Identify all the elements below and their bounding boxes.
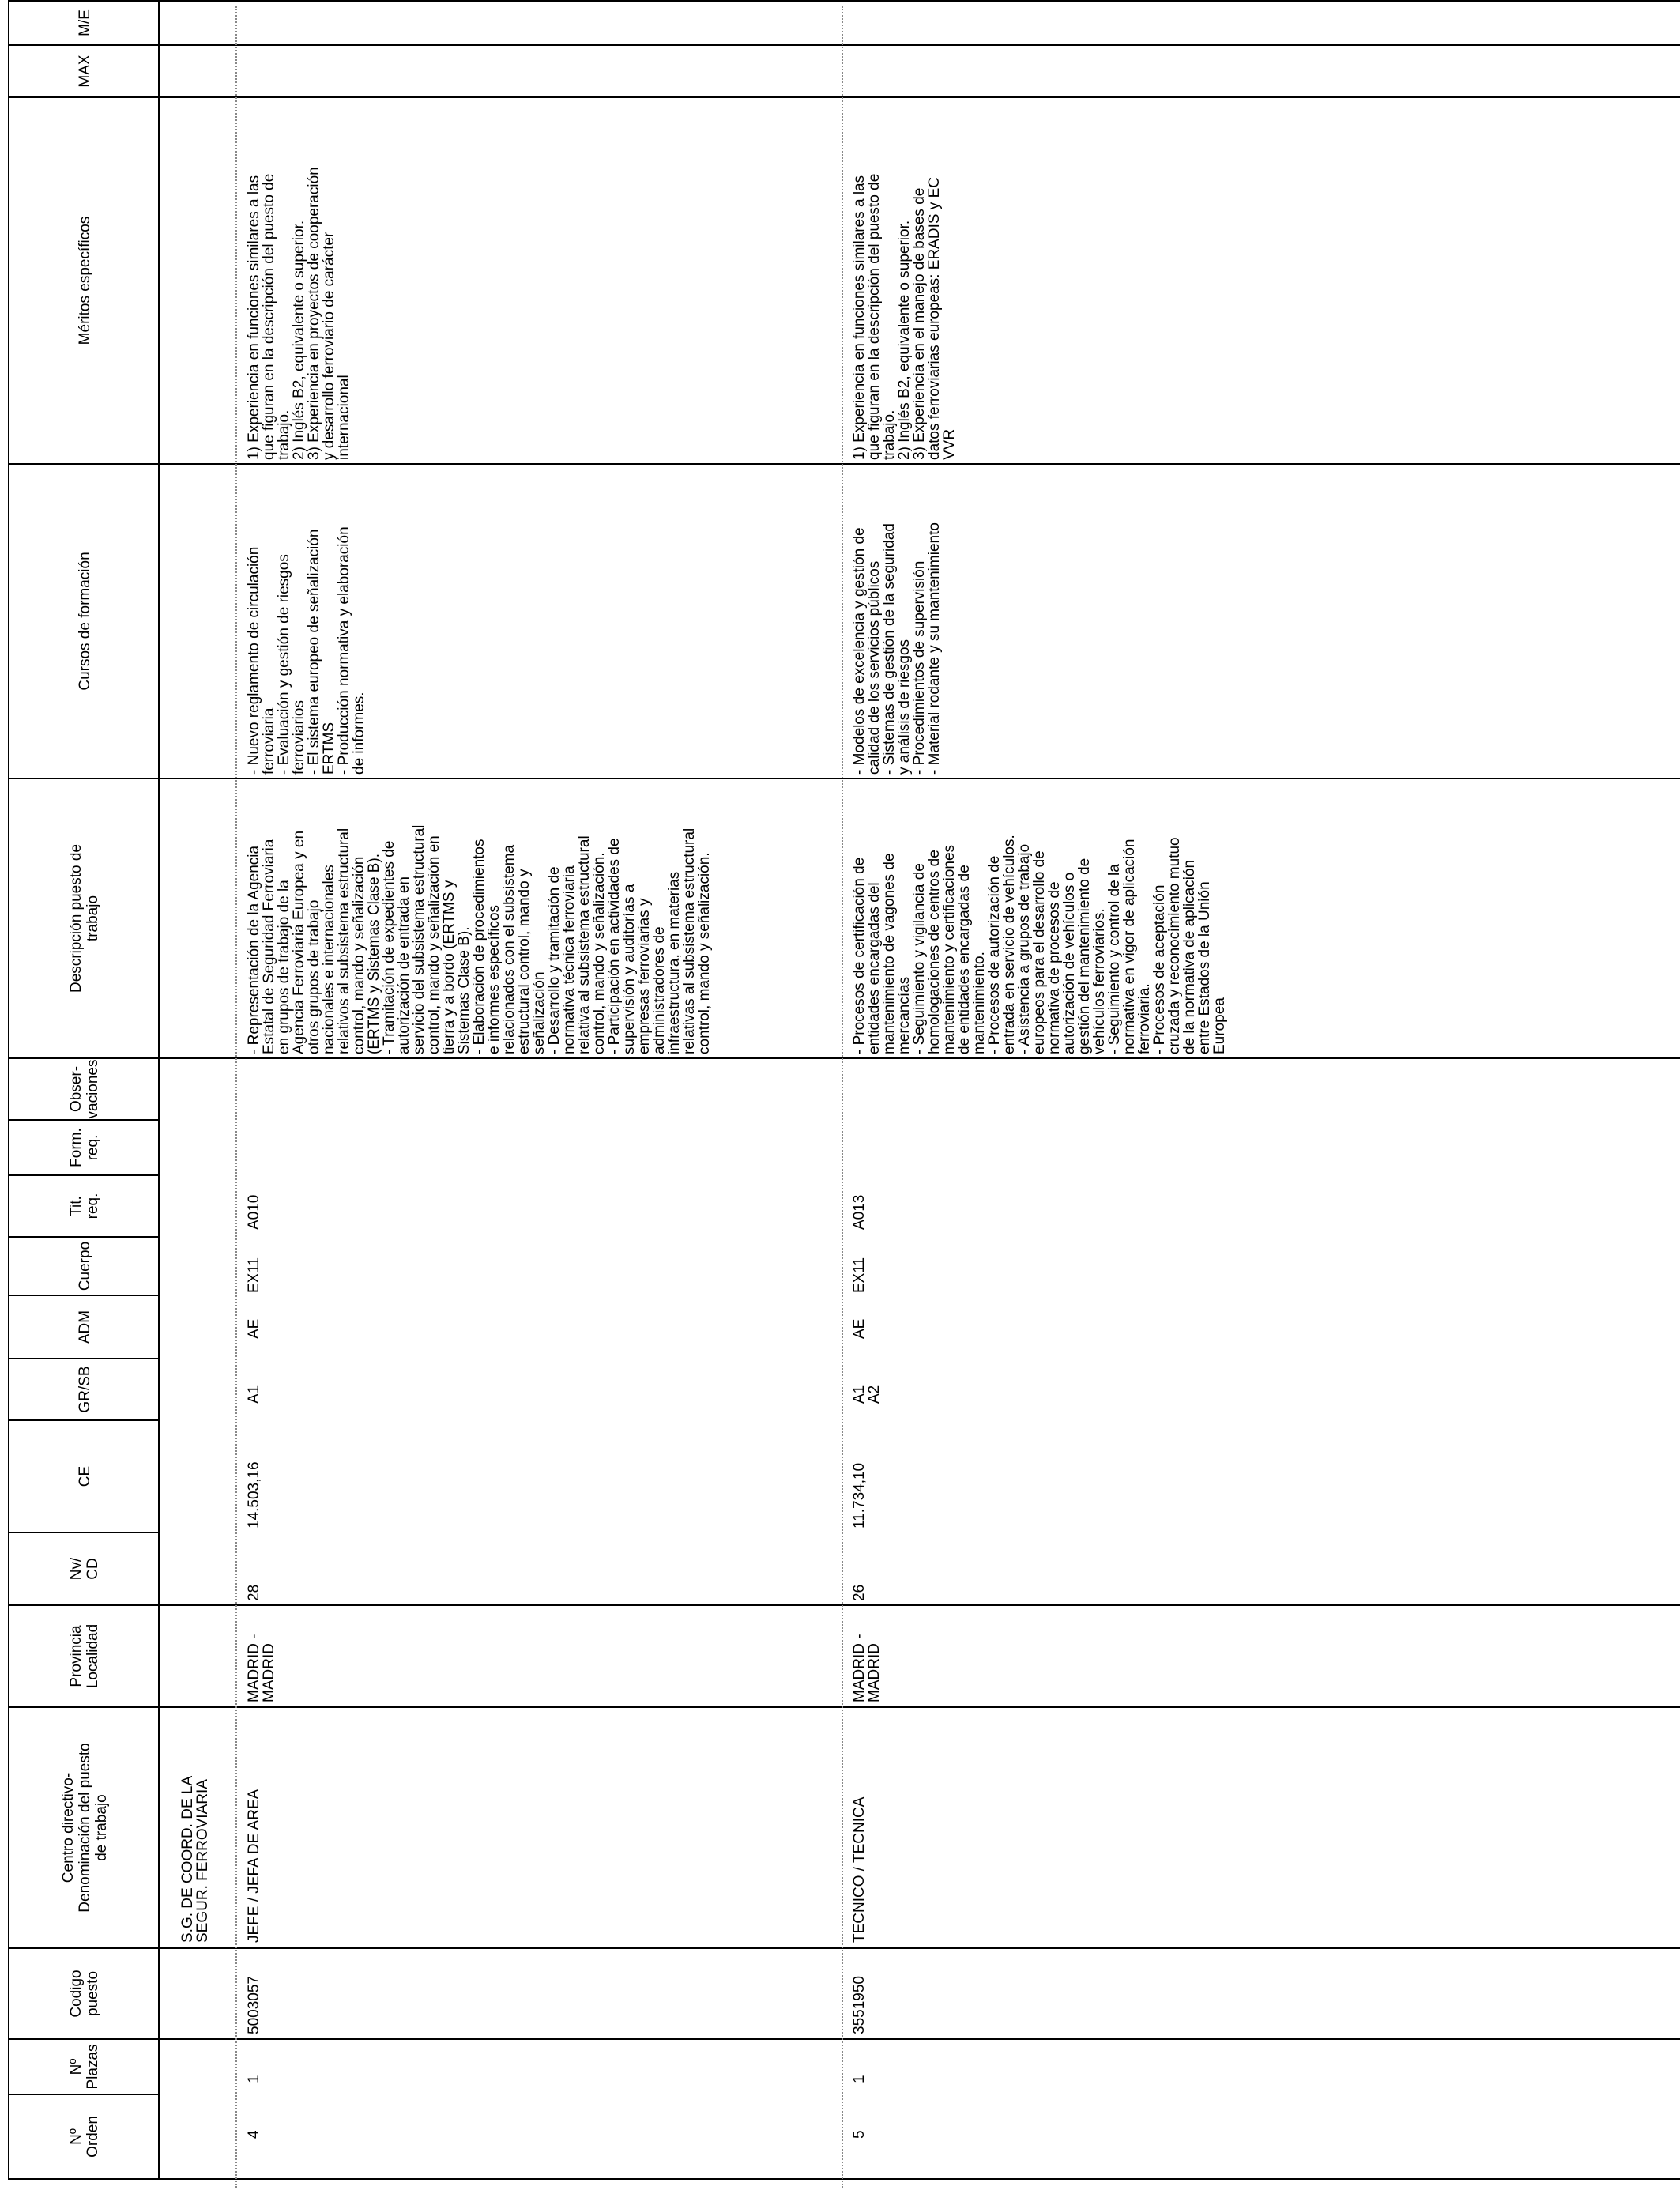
header-cuerpo: Cuerpo — [76, 1241, 93, 1291]
header-adm: ADM — [76, 1310, 93, 1344]
row-4-plazas: 1 — [246, 2075, 262, 2083]
column-divider — [8, 1604, 1680, 1606]
column-divider — [8, 44, 1680, 46]
row-5-descripcion: - Procesos de certificación de entidades encargadas del mantenimiento de vagones de mercancías - Seguimiento y vigilancia de homologaciones de centros de mantenimiento y certificaciones de entidades encargadas de mantenimiento. - Procesos de autorización de entrada en servicio de vehículos. - Asistencia a grupos de trabajo europeos para el desarrollo de normativa de procesos de autorización de vehículos o gestión del mantenimiento de vehículos ferroviarios. - Seguimiento y control de la normativa en vigor de aplicación ferroviaria. - Procesos de aceptación cruzada y reconocimiento mutuo de la normativa de aplicación entre Estados de la Unión Europea — [851, 835, 1228, 1054]
row-4-cursos: - Nuevo reglamento de circulación ferroviaria - Evaluación y gestión de riesgos ferroviarios - El sistema europeo de señalización ERTMS - Producción normativa y elaboración de informes. — [246, 526, 367, 775]
row-5-meritos: 1) Experiencia en funciones similares a las que figuran en la descripción del puesto de trabajo. 2) Inglés B2, equivalente o superior. 3) Experiencia en el manejo de bases de datos ferroviarias europeas: ERADIS y EC VVR — [851, 173, 958, 460]
row-4-provincia: MADRID - MADRID — [246, 1634, 277, 1702]
row-4-titulacion: A010 — [246, 1194, 262, 1230]
header-me: M/E — [76, 9, 93, 36]
row-4-adm: AE — [246, 1318, 262, 1339]
row-5-denominacion: TECNICO / TECNICA — [851, 1796, 868, 1943]
row-5-orden: 5 — [851, 2130, 868, 2139]
column-divider — [8, 1057, 1680, 1059]
header-orden: Nº Orden — [68, 2116, 101, 2158]
row-4-meritos: 1) Experiencia en funciones similares a las que figuran en la descripción del puesto de trabajo. 2) Inglés B2, equivalente o superior. 3) Experiencia en proyectos de cooperación y desarrollo ferroviario de carácter internacional — [246, 167, 352, 460]
column-divider — [8, 1947, 1680, 1949]
header-plazas: Nº Plazas — [68, 2044, 101, 2090]
row-4-cuerpo: EX11 — [246, 1257, 262, 1293]
section-centro-directivo: S.G. DE COORD. DE LA SEGUR. FERROVIARIA — [179, 1775, 211, 1943]
row-5-cuerpo: EX11 — [851, 1257, 868, 1293]
row-5-plazas: 1 — [851, 2075, 868, 2083]
row-separator — [842, 6, 843, 2188]
row-5-titulacion: A013 — [851, 1194, 868, 1230]
header-max: MAX — [76, 55, 93, 88]
row-4-nivel: 28 — [246, 1584, 262, 1601]
header-observaciones: Obser- vaciones — [68, 1059, 101, 1119]
header-meritos: Méritos específicos — [76, 216, 93, 345]
column-divider — [8, 2038, 1680, 2040]
header-grupo: GR/SB — [76, 1366, 93, 1413]
row-4-grupo: A1 — [246, 1385, 262, 1404]
column-divider — [8, 96, 1680, 98]
header-cursos: Cursos de formación — [76, 552, 93, 691]
row-5-provincia: MADRID - MADRID — [851, 1634, 883, 1702]
row-5-cursos: - Modelos de excelencia y gestión de calidad de los servicios públicos - Sistemas de gestión de la seguridad y análisis de riesgos - Procedimientos de supervisión - Material rodante y su mantenimiento — [851, 522, 943, 775]
border-left — [8, 2178, 1680, 2180]
row-4-orden: 4 — [246, 2130, 262, 2139]
header-provincia: Provincia Localidad — [68, 1623, 101, 1689]
row-5-grupo: A1 A2 — [851, 1385, 883, 1404]
row-separator — [235, 6, 237, 2188]
header-formacion: Form. req. — [68, 1128, 101, 1167]
row-4-codigo: 5003057 — [246, 1976, 262, 2034]
table-top-border — [8, 0, 9, 2180]
header-descripcion: Descripción puesto de trabajo — [68, 844, 101, 993]
column-divider — [8, 1706, 1680, 1708]
row-4-ce: 14.503,16 — [246, 1461, 262, 1529]
row-5-adm: AE — [851, 1318, 868, 1339]
row-5-codigo: 3551950 — [851, 1976, 868, 2034]
header-centro: Centro directivo- Denominación del puesto de trabajo — [59, 1743, 110, 1913]
header-codigo: Codigo puesto — [68, 1970, 101, 2018]
row-5-nivel: 26 — [851, 1584, 868, 1601]
header-bottom-border — [158, 0, 160, 2180]
border-right — [8, 0, 1680, 2]
header-ce: CE — [76, 1465, 93, 1487]
column-divider — [8, 463, 1680, 465]
row-4-denominacion: JEFE / JEFA DE AREA — [246, 1789, 262, 1943]
header-titulacion: Tit. req. — [68, 1193, 101, 1220]
row-5-ce: 11.734,10 — [851, 1462, 868, 1529]
header-nivel: Nv/ CD — [68, 1557, 101, 1581]
row-4-descripcion: - Representación de la Agencia Estatal de Seguridad Ferroviaria en grupos de trabajo de la Agencia Ferroviaria Europea y en otros grupos de trabajo nacionales e internacionales relativos al subsistema estructural control, mando y señalización (ERTMS y Sistemas Clase B). - Tramitación de expedientes de autorización de entrada en servicio del subsistema estructural control, mando y señalización en tierra y a bordo (ERTMS y Sistemas Clase B). - Elaboración de procedimientos e informes específicos relacionados con el subsistema estructural control, mando y señalización - Desarrollo y tramitación de normativa técnica ferroviaria relativa al subsistema estructural control, mando y señalización. - Participación en actividades de supervisión y auditorías a empresas ferroviarias y administradores de infraestructura, en materias relativas al subsistema estructural control, mando y señalización. — [246, 824, 713, 1054]
